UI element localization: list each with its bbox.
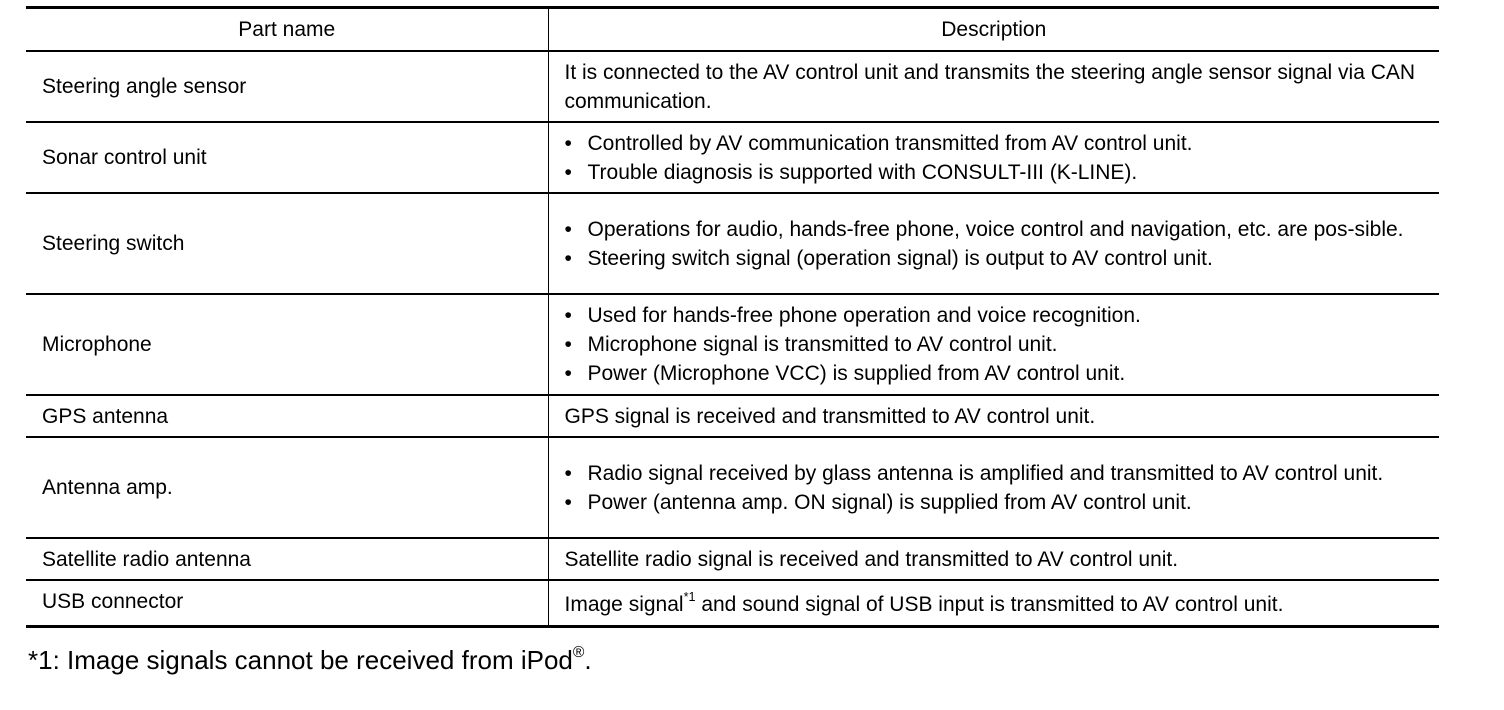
parts-table [26, 6, 1439, 628]
footnote-text: *1: Image signals cannot be received from iPod [28, 645, 573, 675]
description-cell: GPS signal is received and transmitted to AV control unit. [548, 395, 1439, 437]
column-header-part-name: Part name [26, 8, 548, 52]
bullet-list [565, 459, 1426, 517]
description-cell [548, 122, 1439, 193]
bullet-list [565, 301, 1426, 388]
part-name-cell: Satellite radio antenna [26, 538, 548, 580]
table-row [26, 122, 1439, 193]
description-cell: Satellite radio signal is received and transmitted to AV control unit. [548, 538, 1439, 580]
description-cell [548, 193, 1439, 294]
table-row [26, 294, 1439, 395]
table-row [26, 395, 1439, 437]
description-cell [548, 580, 1439, 626]
list-item: • Operations for audio, hands-free phone, voice control and navigation, etc. are pos-sible. [565, 215, 1426, 244]
list-item: • Controlled by AV communication transmitted from AV control unit. [565, 129, 1426, 158]
table-header-row [26, 8, 1439, 52]
footnote [28, 644, 592, 676]
list-item: • Microphone signal is transmitted to AV control unit. [565, 330, 1426, 359]
description-cell [548, 294, 1439, 395]
part-name-cell: Microphone [26, 294, 548, 395]
table-row [26, 580, 1439, 626]
table-row [26, 51, 1439, 122]
list-item: • Trouble diagnosis is supported with CONSULT-III (K-LINE). [565, 158, 1426, 187]
description-cell [548, 437, 1439, 538]
list-item: • Radio signal received by glass antenna is amplified and transmitted to AV control unit. [565, 459, 1426, 488]
table-row [26, 437, 1439, 538]
table-row [26, 538, 1439, 580]
description-cell: It is connected to the AV control unit and transmits the steering angle sensor signal via CAN communication. [548, 51, 1439, 122]
bullet-list [565, 215, 1426, 273]
usb-description-text-end: and sound signal of USB input is transmitted to AV control unit. [695, 593, 1284, 617]
footnote-period: . [584, 645, 592, 675]
column-header-description: Description [548, 8, 1439, 52]
registered-mark: ® [572, 644, 585, 662]
list-item: • Power (antenna amp. ON signal) is supplied from AV control unit. [565, 488, 1426, 517]
part-name-cell: USB connector [26, 580, 548, 626]
part-name-cell: Steering switch [26, 193, 548, 294]
list-item: • Steering switch signal (operation signal) is output to AV control unit. [565, 244, 1426, 273]
usb-description-text: Image signal [564, 593, 684, 617]
part-name-cell: Steering angle sensor [26, 51, 548, 122]
part-name-cell: Sonar control unit [26, 122, 548, 193]
part-name-cell: GPS antenna [26, 395, 548, 437]
list-item: • Power (Microphone VCC) is supplied from AV control unit. [565, 359, 1426, 388]
bullet-list [565, 129, 1426, 187]
part-name-cell: Antenna amp. [26, 437, 548, 538]
list-item: • Used for hands-free phone operation and voice recognition. [565, 301, 1426, 330]
footnote-reference: *1 [683, 590, 696, 605]
table-row [26, 193, 1439, 294]
